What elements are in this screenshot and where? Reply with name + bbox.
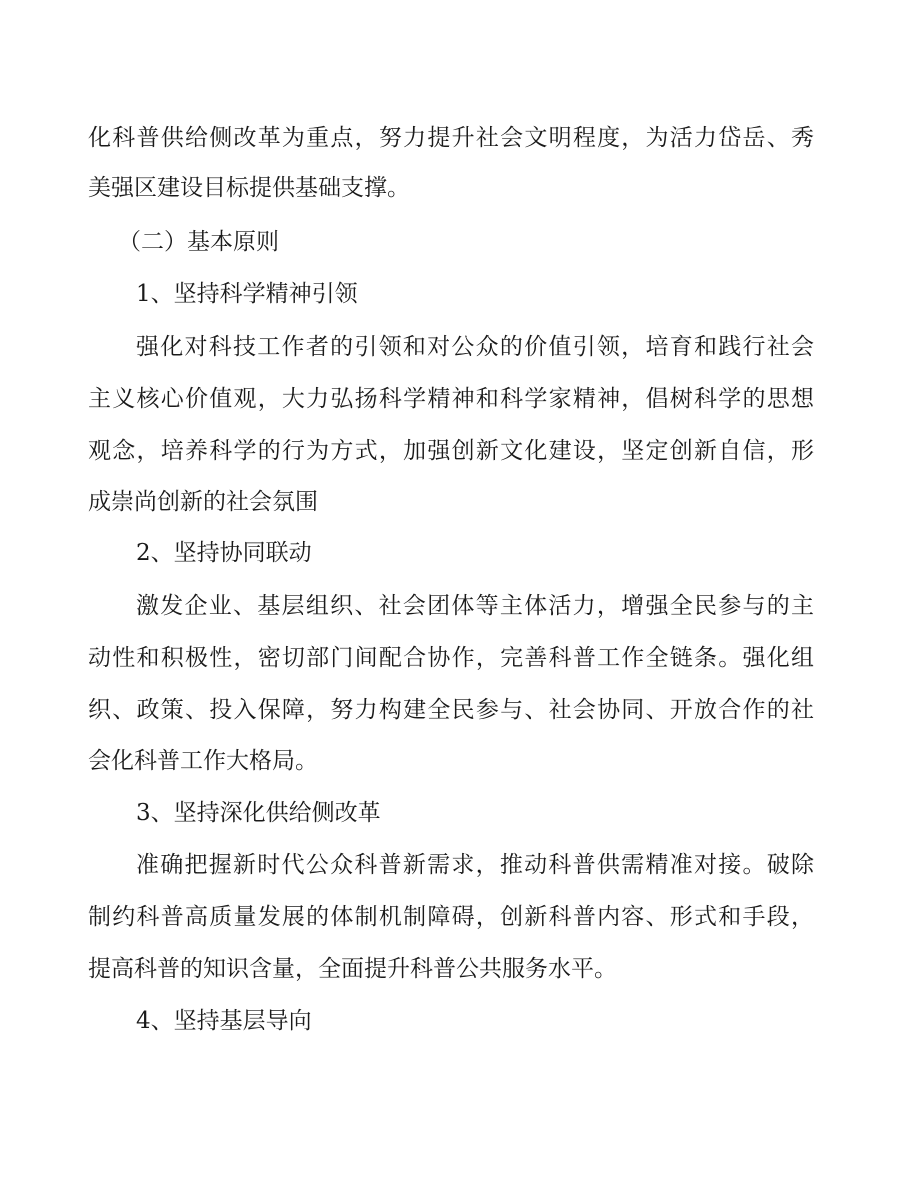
paragraph-line: 强化对科技工作者的引领和对公众的价值引领，培育和践行社会 xyxy=(136,334,814,360)
section-heading: （二）基本原则 xyxy=(118,229,279,255)
paragraph-line: 提高科普的知识含量，全面提升科普公共服务水平。 xyxy=(88,956,617,982)
paragraph-line: 成崇尚创新的社会氛围 xyxy=(88,489,318,515)
principle-heading: 2、坚持协同联动 xyxy=(136,540,312,566)
principle-heading: 1、坚持科学精神引领 xyxy=(136,281,358,307)
paragraph-line: 观念，培养科学的行为方式，加强创新文化建设，坚定创新自信，形 xyxy=(88,438,814,464)
paragraph-line: 激发企业、基层组织、社会团体等主体活力，增强全民参与的主 xyxy=(136,593,814,619)
paragraph-line: 动性和积极性，密切部门间配合协作，完善科普工作全链条。强化组 xyxy=(88,645,814,671)
paragraph-line: 会化科普工作大格局。 xyxy=(88,748,318,774)
principle-heading: 4、坚持基层导向 xyxy=(136,1008,312,1034)
paragraph-line: 织、政策、投入保障，努力构建全民参与、社会协同、开放合作的社 xyxy=(88,697,814,723)
paragraph-line: 主义核心价值观，大力弘扬科学精神和科学家精神，倡树科学的思想 xyxy=(88,386,814,412)
paragraph-line: 化科普供给侧改革为重点，努力提升社会文明程度，为活力岱岳、秀 xyxy=(88,125,814,151)
principle-heading: 3、坚持深化供给侧改革 xyxy=(136,800,381,826)
paragraph-line: 制约科普高质量发展的体制机制障碍，创新科普内容、形式和手段， xyxy=(88,904,814,930)
paragraph-line: 美强区建设目标提供基础支撑。 xyxy=(88,175,410,201)
paragraph-line: 准确把握新时代公众科普新需求，推动科普供需精准对接。破除 xyxy=(136,852,814,878)
